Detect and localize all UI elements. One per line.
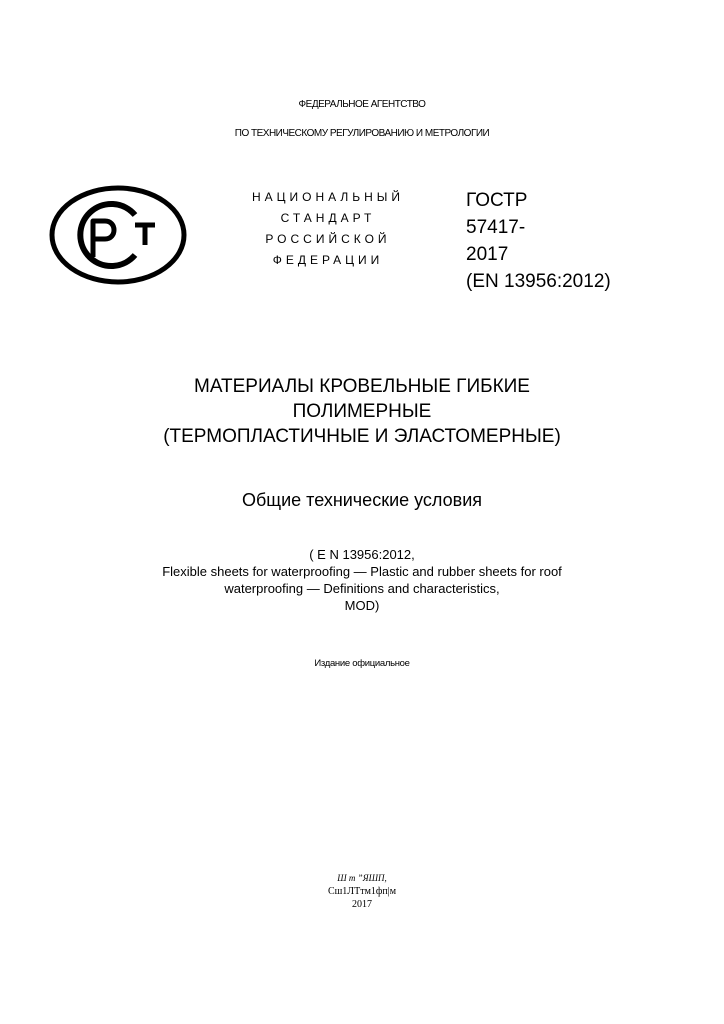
publication-year: 2017 <box>352 899 372 910</box>
edition-label: Издание официальное <box>314 658 410 669</box>
national-standard-line: СТАНДАРТ <box>280 211 376 225</box>
national-standard-block <box>238 187 418 271</box>
document-title <box>0 374 724 449</box>
designation-line: 57417- <box>466 217 526 238</box>
national-standard-line: НАЦИОНАЛЬНЫЙ <box>251 190 405 204</box>
designation-line: 2017 <box>466 244 509 265</box>
title-line: МАТЕРИАЛЫ КРОВЕЛЬНЫЕ ГИБКИЕ <box>194 376 530 397</box>
standard-designation <box>466 187 611 295</box>
document-subtitle: Общие технические условия <box>241 490 483 510</box>
title-line: ПОЛИМЕРНЫЕ <box>292 401 432 422</box>
reference-line: ( E N 13956:2012, <box>309 547 415 562</box>
designation-line: ГОСТР <box>466 190 528 211</box>
publisher-block <box>0 872 724 911</box>
reference-line: waterproofing — Definitions and characteristics, <box>224 581 500 596</box>
reference-line: Flexible sheets for waterproofing — Plastic and rubber sheets for roof <box>162 564 562 579</box>
national-standard-line: ФЕДЕРАЦИИ <box>272 253 384 267</box>
publisher-line: Сш1ЛТтм1фп|м <box>327 886 397 897</box>
reference-line: MOD) <box>344 598 380 613</box>
title-line: (ТЕРМОПЛАСТИЧНЫЕ И ЭЛАСТОМЕРНЫЕ) <box>163 426 561 447</box>
publisher-line: Ш т ”ЯШП, <box>337 873 387 883</box>
agency-line-1: ФЕДЕРАЛЬНОЕ АГЕНТСТВО <box>298 99 426 110</box>
rst-certification-mark-icon <box>49 185 187 285</box>
designation-line: (EN 13956:2012) <box>466 271 611 292</box>
international-reference <box>0 546 724 614</box>
agency-line-2: ПО ТЕХНИЧЕСКОМУ РЕГУЛИРОВАНИЮ И МЕТРОЛОГИИ <box>234 128 490 139</box>
national-standard-line: РОССИЙСКОЙ <box>265 232 391 246</box>
